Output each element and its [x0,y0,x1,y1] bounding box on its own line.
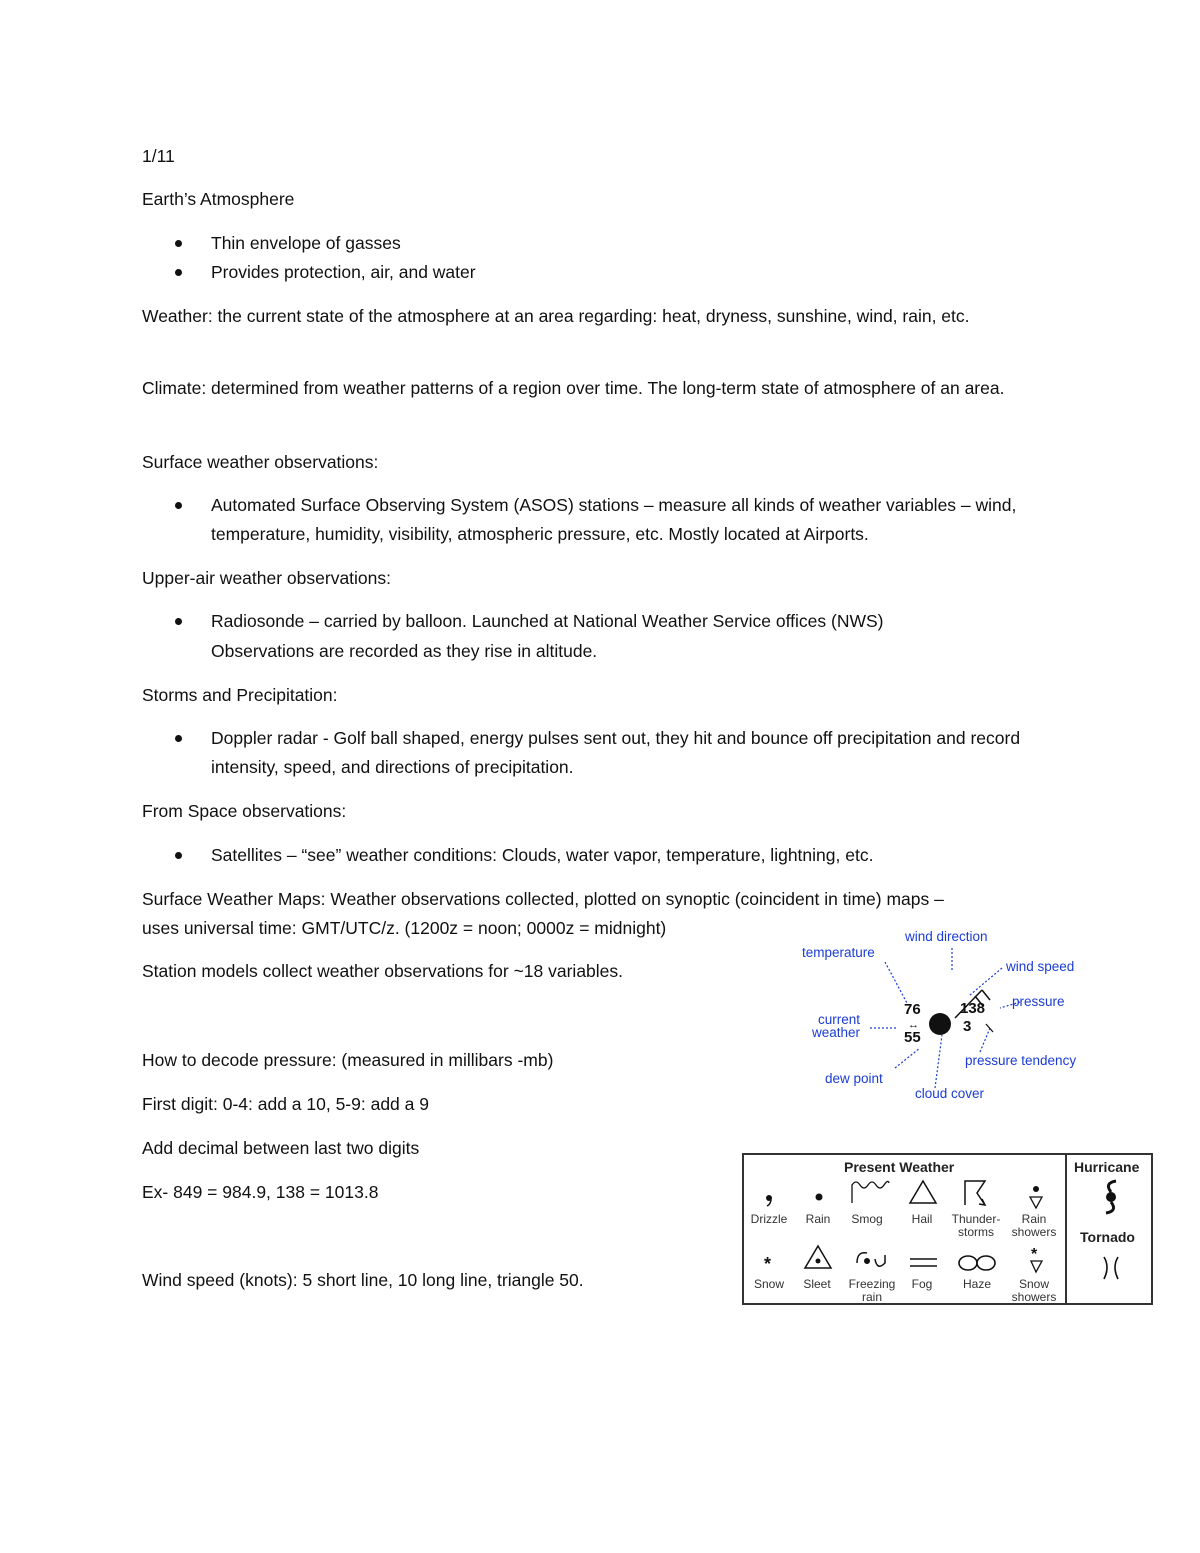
cell-label: Drizzle [750,1212,788,1226]
tornado-icon [1104,1257,1118,1279]
cell-label: Rain showers [1011,1212,1057,1239]
cell-label: Hail [911,1212,933,1226]
snow-showers-icon [1031,1246,1042,1272]
label-pressure-tendency: pressure tendency [965,1053,1077,1068]
hurricane-icon [1106,1181,1116,1213]
bullet-text: Doppler radar - Golf ball shaped, energy pulses sent out, they hit and bounce off precipitation and record intensity, speed, and directions of precipitation. [211,728,1021,777]
bullet-text: Provides protection, air, and water [211,262,476,282]
tornado-label: Tornado [1080,1229,1135,1245]
maps-line-1: Surface Weather Maps: Weather observations collected, plotted on synoptic (coincident in time) maps – [142,889,944,909]
cell-label: Fog [911,1277,933,1291]
cell-label: Snow [753,1277,785,1291]
present-weather-table [742,1153,1153,1305]
cell-label: Sleet [803,1277,831,1291]
weather-definition: Weather: the current state of the atmosphere at an area regarding: heat, dryness, sunshine, wind, rain, etc. [142,306,970,326]
upper-air-heading: Upper-air weather observations: [142,568,392,588]
hail-icon [910,1181,936,1203]
label-dew-point: dew point [825,1071,883,1086]
label-temperature: temperature [802,945,875,960]
svg-text:*: * [764,1254,772,1274]
pressure-tendency-value: 3 [963,1018,972,1035]
cell-label: Freezing rain [848,1277,896,1304]
pressure-example: Ex- 849 = 984.9, 138 = 1013.8 [142,1182,379,1202]
pressure-rule-2: Add decimal between last two digits [142,1138,420,1158]
snow-icon [764,1254,771,1274]
label-current-weather-2: weather [812,1025,861,1040]
bullet-icon [175,269,182,276]
rain-showers-icon [1030,1186,1042,1208]
maps-line-2: uses universal time: GMT/UTC/z. (1200z = noon; 0000z = midnight) [142,918,667,938]
bullet-text: Automated Surface Observing System (ASOS) stations – measure all kinds of weather variables – wind, temperature, humidity, visibility, atmospheric pressure, etc. Mostly located at Airports. [211,495,1017,544]
fog-icon [910,1259,937,1266]
thunderstorm-icon [965,1181,985,1205]
svg-text:*: * [1031,1246,1038,1263]
bullet-icon [175,240,182,247]
station-model-diagram [790,920,1120,1110]
label-current-weather-1: current [818,1012,861,1027]
haze-icon [959,1256,995,1270]
smog-icon [852,1181,889,1203]
space-heading: From Space observations: [142,801,347,821]
temperature-value: 76 [904,1001,921,1018]
current-weather-symbol: ↔ [908,1019,919,1031]
label-pressure: pressure [1012,994,1065,1009]
rain-icon [816,1194,823,1201]
wind-speed-text: Wind speed (knots): 5 short line, 10 long line, triangle 50. [142,1270,584,1290]
hurricane-label: Hurricane [1074,1159,1140,1175]
bullet-icon [175,735,182,742]
sleet-icon [805,1246,831,1268]
bullet-text: Thin envelope of gasses [211,233,401,253]
cell-label: Thunder-storms [951,1212,1001,1239]
storms-heading: Storms and Precipitation: [142,685,338,705]
bullet-text: Satellites – “see” weather conditions: Clouds, water vapor, temperature, lightning, etc. [211,845,874,865]
climate-definition: Climate: determined from weather patterns of a region over time. The long-term state of atmosphere of an area. [142,378,1005,398]
cloud-cover-icon [929,1013,951,1035]
bullet-text: Observations are recorded as they rise in altitude. [211,641,598,661]
label-wind-speed: wind speed [1006,959,1075,974]
bullet-icon [175,502,182,509]
cell-label: Haze [962,1277,991,1291]
cell-label: Snow showers [1011,1277,1057,1304]
surface-heading: Surface weather observations: [142,452,379,472]
cell-label: Rain [805,1212,831,1226]
drizzle-icon [766,1195,772,1206]
present-weather-title: Present Weather [844,1159,955,1175]
label-cloud-cover: cloud cover [915,1086,985,1101]
freezing-rain-icon [857,1253,885,1266]
pressure-rule-1: First digit: 0-4: add a 10, 5-9: add a 9 [142,1094,429,1114]
bullet-text: Radiosonde – carried by balloon. Launched at National Weather Service offices (NWS) [211,611,884,631]
cell-label: Smog [851,1212,883,1226]
bullet-icon [175,852,182,859]
date-heading: 1/11 [142,146,175,166]
bullet-icon [175,618,182,625]
atmosphere-heading: Earth’s Atmosphere [142,189,295,209]
station-models-text: Station models collect weather observations for ~18 variables. [142,961,624,981]
label-wind-direction: wind direction [905,929,988,944]
pressure-heading: How to decode pressure: (measured in millibars -mb) [142,1050,554,1070]
pressure-value: 138 [960,1000,986,1017]
dew-point-value: 55 [904,1029,921,1046]
